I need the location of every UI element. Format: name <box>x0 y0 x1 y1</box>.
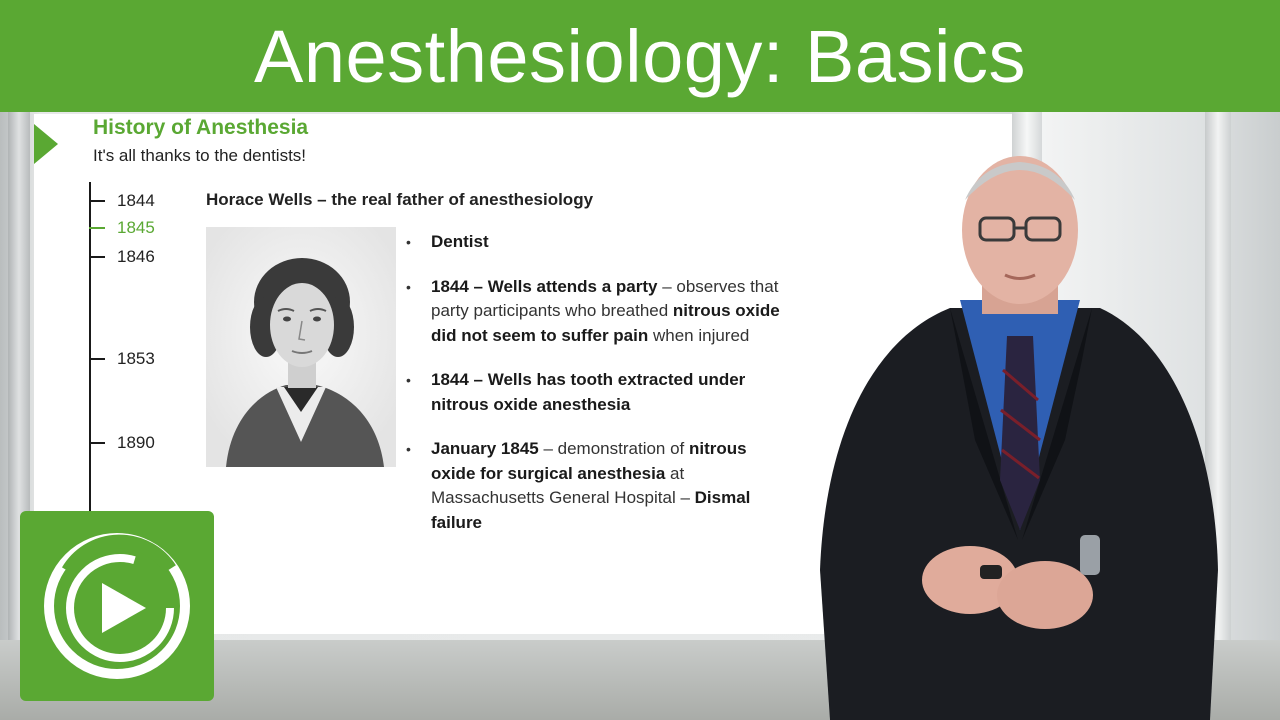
timeline-tick <box>89 256 105 258</box>
presenter <box>800 140 1240 720</box>
timeline-tick <box>89 200 105 202</box>
timeline-item <box>89 432 155 454</box>
timeline-item <box>89 348 155 370</box>
bullet-text: – demonstration of <box>538 439 690 458</box>
timeline-tick <box>89 227 105 229</box>
bullet-text-bold: Dentist <box>431 232 489 251</box>
timeline-tick <box>89 442 105 444</box>
title-banner <box>0 0 1280 112</box>
bullet-text: at Massachusetts General Hospital – <box>431 463 695 507</box>
slide-title: History of Anesthesia <box>93 116 309 139</box>
bullet-item <box>406 230 786 255</box>
timeline-item <box>89 246 155 268</box>
bullet-text-bold: nitrous oxide did not seem to suffer pain <box>431 301 780 345</box>
timeline-item <box>89 190 155 212</box>
bullet-list <box>406 230 786 555</box>
bullet-item <box>406 368 786 417</box>
section-heading: Horace Wells – the real father of anesthesiology <box>206 190 594 209</box>
timeline-year: 1846 <box>117 247 155 266</box>
bullet-text-bold: Dismal failure <box>431 488 751 532</box>
timeline-year: 1844 <box>117 191 155 210</box>
timeline-year: 1853 <box>117 349 155 368</box>
slide-subtitle: It's all thanks to the dentists! <box>93 146 307 165</box>
horace-wells-portrait <box>206 227 396 467</box>
bullet-text: when injured <box>648 325 750 345</box>
bullet-text-bold: January 1845 <box>431 439 539 458</box>
timeline-tick <box>89 358 105 360</box>
play-circle-icon <box>20 511 214 701</box>
timeline-year: 1890 <box>117 433 155 452</box>
slide-arrow-icon <box>34 124 58 164</box>
bullet-text-bold: nitrous oxide for surgical anesthesia <box>431 439 747 483</box>
bullet-item <box>406 437 786 535</box>
bullet-text: – observes that party participants who breathed <box>431 276 779 320</box>
lecturio-logo <box>20 511 214 701</box>
timeline-item <box>89 217 155 239</box>
timeline-year: 1845 <box>117 218 155 237</box>
bullet-text-bold: 1844 – Wells has tooth extracted under nitrous oxide anesthesia <box>431 370 746 414</box>
bullet-item <box>406 275 786 349</box>
video-title: Anesthesiology: Basics <box>254 14 1026 98</box>
bullet-text-bold: 1844 – Wells attends a party <box>431 276 658 296</box>
